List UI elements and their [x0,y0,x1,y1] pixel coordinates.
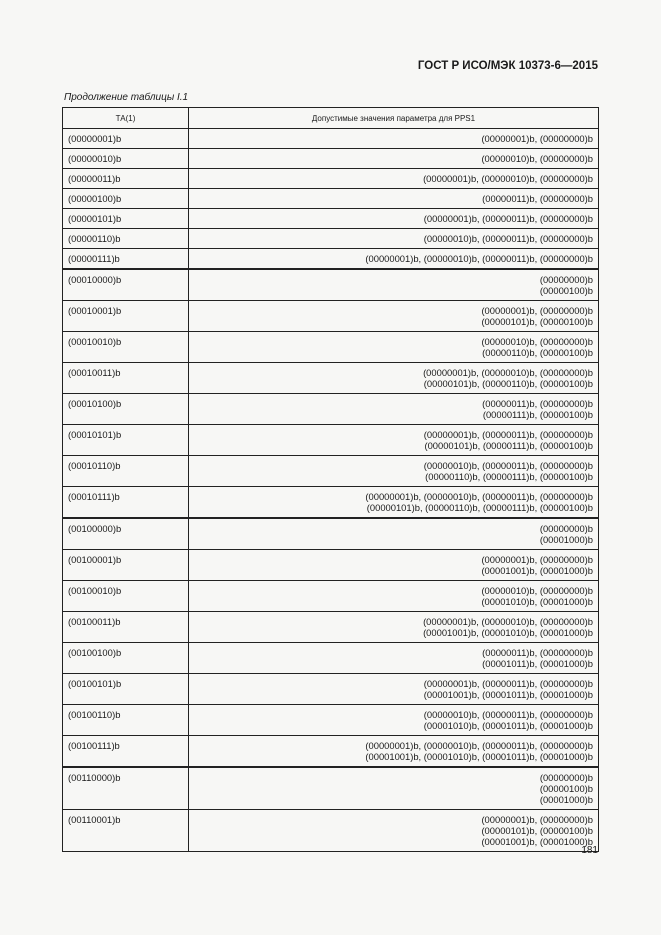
column-header-values: Допустимые значения параметра для PPS1 [189,108,599,129]
table-row [63,269,599,301]
ta-cell: (00100111)b [63,736,189,768]
values-cell [189,129,599,149]
value-line: (00000001)b, (00000010)b, (00000011)b, (00000000)b [365,253,593,264]
ta-cell: (00000101)b [63,209,189,229]
table-row [63,736,599,768]
ta-cell: (00010011)b [63,363,189,394]
value-line: (00000110)b, (00000111)b, (00000100)b [425,471,593,482]
values-cell [189,169,599,189]
value-line: (00000001)b, (00000000)b [481,814,593,825]
ta-cell: (00100110)b [63,705,189,736]
ta-cell: (00000001)b [63,129,189,149]
ta-cell: (00000111)b [63,249,189,270]
table-row [63,581,599,612]
values-cell [189,581,599,612]
values-cell [189,612,599,643]
table-row [63,518,599,550]
value-line: (00001011)b, (00001000)b [482,658,593,669]
values-cell [189,332,599,363]
value-line: (00000001)b, (00000000)b [481,305,593,316]
values-cell [189,209,599,229]
values-cell [189,301,599,332]
value-line: (00000111)b, (00000100)b [482,409,593,420]
values-cell [189,269,599,301]
value-line: (00000011)b, (00000000)b [482,398,593,409]
values-cell [189,518,599,550]
ta-cell: (00010111)b [63,487,189,519]
value-line: (00000001)b, (00000000)b [481,133,593,144]
value-line: (00000100)b [539,783,593,794]
ta-cell: (00000010)b [63,149,189,169]
parameter-table [62,107,599,852]
table-row [63,643,599,674]
table-row [63,767,599,810]
value-line: (00000010)b, (00000000)b [481,153,593,164]
ta-cell: (00100000)b [63,518,189,550]
value-line: (00000001)b, (00000011)b, (00000000)b [423,678,593,689]
value-line: (00000110)b, (00000100)b [482,347,593,358]
ta-cell: (00110001)b [63,810,189,852]
value-line: (00000001)b, (00000011)b, (00000000)b [423,429,593,440]
values-cell [189,229,599,249]
column-header-ta: ТА(1) [63,108,189,129]
values-cell [189,674,599,705]
value-line: (00000011)b, (00000000)b [482,647,593,658]
table-row [63,394,599,425]
table-row [63,487,599,519]
table-row [63,705,599,736]
value-line: (00000010)b, (00000000)b [481,585,593,596]
value-line: (00000001)b, (00000010)b, (00000000)b [423,173,593,184]
ta-cell: (00000100)b [63,189,189,209]
value-line: (00001010)b, (00001011)b, (00001000)b [423,720,593,731]
ta-cell: (00100100)b [63,643,189,674]
values-cell [189,487,599,519]
value-line: (00001010)b, (00001000)b [481,596,593,607]
value-line: (00001000)b [539,534,593,545]
value-line: (00000010)b, (00000011)b, (00000000)b [423,460,593,471]
value-line: (00000001)b, (00000010)b, (00000000)b [423,367,593,378]
table-row [63,332,599,363]
value-line: (00000101)b, (00000110)b, (00000111)b, (00000100)b [366,502,593,513]
value-line: (00001001)b, (00001000)b [481,836,593,847]
value-line: (00000001)b, (00000010)b, (00000011)b, (00000000)b [365,491,593,502]
values-cell [189,550,599,581]
table-row [63,301,599,332]
table-header-row [63,108,599,129]
value-line: (00000010)b, (00000000)b [481,336,593,347]
value-line: (00001001)b, (00001010)b, (00001000)b [423,627,593,638]
ta-cell: (00010101)b [63,425,189,456]
table-row [63,129,599,149]
value-line: (00000010)b, (00000011)b, (00000000)b [423,233,593,244]
value-line: (00000011)b, (00000000)b [482,193,593,204]
page-number: 181 [581,845,598,856]
value-line: (00000001)b, (00000010)b, (00000000)b [423,616,593,627]
ta-cell: (00010001)b [63,301,189,332]
table-row [63,169,599,189]
table-row [63,189,599,209]
ta-cell: (00010000)b [63,269,189,301]
value-line: (00001001)b, (00001010)b, (00001011)b, (00001000)b [365,751,593,762]
values-cell [189,363,599,394]
values-cell [189,705,599,736]
value-line: (00000001)b, (00000010)b, (00000011)b, (00000000)b [365,740,593,751]
table-row [63,229,599,249]
value-line: (00000100)b [539,285,593,296]
ta-cell: (00000110)b [63,229,189,249]
ta-cell: (00110000)b [63,767,189,810]
ta-cell: (00010110)b [63,456,189,487]
value-line: (00001001)b, (00001011)b, (00001000)b [423,689,593,700]
table-row [63,249,599,270]
table-row [63,456,599,487]
table-row [63,363,599,394]
value-line: (00000101)b, (00000100)b [481,316,593,327]
table-row [63,149,599,169]
value-line: (00000101)b, (00000100)b [481,825,593,836]
values-cell [189,149,599,169]
values-cell [189,394,599,425]
value-line: (00000101)b, (00000111)b, (00000100)b [424,440,593,451]
ta-cell: (00100010)b [63,581,189,612]
value-line: (00001000)b [539,794,593,805]
ta-cell: (00000011)b [63,169,189,189]
table-row [63,612,599,643]
values-cell [189,643,599,674]
value-line: (00000001)b, (00000000)b [481,554,593,565]
table-row [63,674,599,705]
table-row [63,425,599,456]
value-line: (00000000)b [539,772,593,783]
ta-cell: (00100011)b [63,612,189,643]
ta-cell: (00010100)b [63,394,189,425]
value-line: (00000101)b, (00000110)b, (00000100)b [423,378,593,389]
ta-cell: (00010010)b [63,332,189,363]
document-header: ГОСТ Р ИСО/МЭК 10373-6—2015 [417,60,598,72]
table-row [63,550,599,581]
values-cell [189,456,599,487]
values-cell [189,189,599,209]
value-line: (00001001)b, (00001000)b [481,565,593,576]
table-caption: Продолжение таблицы I.1 [64,92,189,103]
ta-cell: (00100101)b [63,674,189,705]
table-body [63,129,599,852]
ta-cell: (00100001)b [63,550,189,581]
value-line: (00000010)b, (00000011)b, (00000000)b [423,709,593,720]
values-cell [189,249,599,270]
value-line: (00000000)b [539,274,593,285]
values-cell [189,767,599,810]
value-line: (00000001)b, (00000011)b, (00000000)b [423,213,593,224]
values-cell [189,736,599,768]
values-cell [189,425,599,456]
value-line: (00000000)b [539,523,593,534]
table-row [63,209,599,229]
